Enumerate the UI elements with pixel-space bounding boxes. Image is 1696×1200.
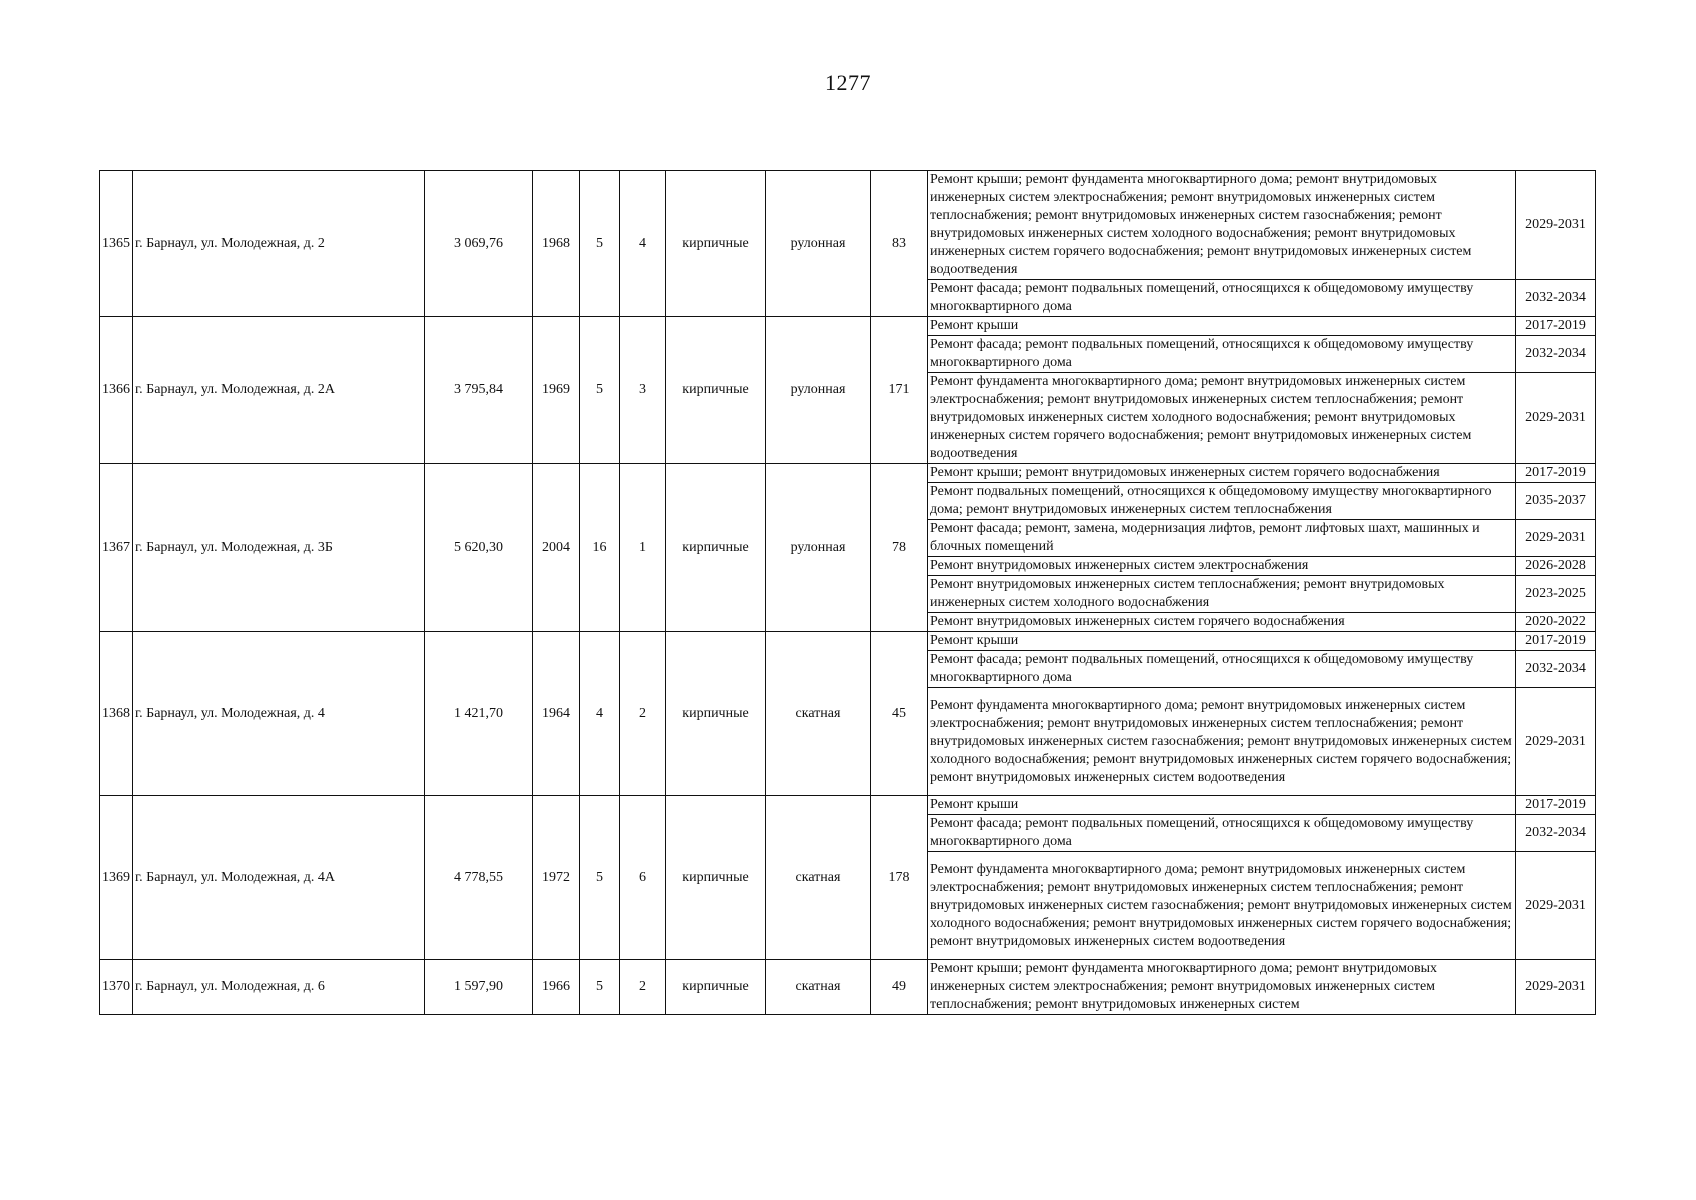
work-description-cell: Ремонт крыши: [928, 317, 1516, 336]
work-description-cell: Ремонт фасада; ремонт подвальных помещений, относящихся к общедомовому имуществу многоквартирного дома: [928, 651, 1516, 688]
work-description-cell: Ремонт внутридомовых инженерных систем горячего водоснабжения: [928, 613, 1516, 632]
residents-cell: 45: [871, 632, 928, 796]
wall-material-cell: кирпичные: [666, 317, 766, 464]
work-description-cell: Ремонт крыши: [928, 632, 1516, 651]
area-cell: 3 069,76: [425, 171, 533, 317]
repair-period-cell: 2017-2019: [1516, 464, 1596, 483]
work-description-cell: Ремонт фундамента многоквартирного дома; ремонт внутридомовых инженерных систем электроснабжения; ремонт внутридомовых инженерных систем теплоснабжения; ремонт внутридомовых инженерных систем газоснабжения; ремонт внутридомовых инженерных систем холодного водоснабжения; ремонт внутридомовых инженерных систем горячего водоснабжения; ремонт внутридомовых инженерных систем водоотведения: [928, 852, 1516, 960]
work-description-cell: Ремонт крыши; ремонт фундамента многоквартирного дома; ремонт внутридомовых инженерных систем электроснабжения; ремонт внутридомовых инженерных систем теплоснабжения; ремонт внутридомовых инженерных систем газоснабжения; ремонт внутридомовых инженерных систем холодного водоснабжения; ремонт внутридомовых инженерных систем горячего водоснабжения; ремонт внутридомовых инженерных систем водоотведения: [928, 171, 1516, 280]
repair-period-cell: 2032-2034: [1516, 651, 1596, 688]
residents-cell: 178: [871, 796, 928, 960]
entrances-cell: 2: [620, 632, 666, 796]
residents-cell: 83: [871, 171, 928, 317]
table-body: [100, 171, 1596, 1015]
table-row: [100, 632, 1596, 651]
repair-period-cell: 2029-2031: [1516, 520, 1596, 557]
address-cell: г. Барнаул, ул. Молодежная, д. 4: [133, 632, 425, 796]
work-description-cell: Ремонт фундамента многоквартирного дома; ремонт внутридомовых инженерных систем электроснабжения; ремонт внутридомовых инженерных систем теплоснабжения; ремонт внутридомовых инженерных систем газоснабжения; ремонт внутридомовых инженерных систем холодного водоснабжения; ремонт внутридомовых инженерных систем горячего водоснабжения; ремонт внутридомовых инженерных систем водоотведения: [928, 688, 1516, 796]
row-number-cell: 1365: [100, 171, 133, 317]
wall-material-cell: кирпичные: [666, 632, 766, 796]
row-number-cell: 1370: [100, 960, 133, 1015]
wall-material-cell: кирпичные: [666, 171, 766, 317]
row-number-cell: 1368: [100, 632, 133, 796]
repair-period-cell: 2029-2031: [1516, 373, 1596, 464]
floors-cell: 5: [580, 317, 620, 464]
work-description-cell: Ремонт фасада; ремонт подвальных помещений, относящихся к общедомовому имуществу многоквартирного дома: [928, 280, 1516, 317]
row-number-cell: 1367: [100, 464, 133, 632]
address-cell: г. Барнаул, ул. Молодежная, д. 6: [133, 960, 425, 1015]
work-description-cell: Ремонт фасада; ремонт подвальных помещений, относящихся к общедомовому имуществу многоквартирного дома: [928, 815, 1516, 852]
floors-cell: 5: [580, 171, 620, 317]
address-cell: г. Барнаул, ул. Молодежная, д. 2: [133, 171, 425, 317]
work-description-cell: Ремонт фундамента многоквартирного дома; ремонт внутридомовых инженерных систем электроснабжения; ремонт внутридомовых инженерных систем теплоснабжения; ремонт внутридомовых инженерных систем холодного водоснабжения; ремонт внутридомовых инженерных систем горячего водоснабжения; ремонт внутридомовых инженерных систем водоотведения: [928, 373, 1516, 464]
floors-cell: 4: [580, 632, 620, 796]
floors-cell: 16: [580, 464, 620, 632]
year-built-cell: 1966: [533, 960, 580, 1015]
row-number-cell: 1366: [100, 317, 133, 464]
work-description-cell: Ремонт подвальных помещений, относящихся к общедомовому имуществу многоквартирного дома; ремонт внутридомовых инженерных систем теплоснабжения: [928, 483, 1516, 520]
residents-cell: 171: [871, 317, 928, 464]
entrances-cell: 3: [620, 317, 666, 464]
area-cell: 5 620,30: [425, 464, 533, 632]
address-cell: г. Барнаул, ул. Молодежная, д. 3Б: [133, 464, 425, 632]
repair-period-cell: 2026-2028: [1516, 557, 1596, 576]
row-number-cell: 1369: [100, 796, 133, 960]
wall-material-cell: кирпичные: [666, 796, 766, 960]
roof-type-cell: скатная: [766, 632, 871, 796]
area-cell: 1 421,70: [425, 632, 533, 796]
work-description-cell: Ремонт внутридомовых инженерных систем теплоснабжения; ремонт внутридомовых инженерных систем холодного водоснабжения: [928, 576, 1516, 613]
area-cell: 1 597,90: [425, 960, 533, 1015]
year-built-cell: 1969: [533, 317, 580, 464]
roof-type-cell: скатная: [766, 796, 871, 960]
address-cell: г. Барнаул, ул. Молодежная, д. 2А: [133, 317, 425, 464]
work-description-cell: Ремонт крыши; ремонт внутридомовых инженерных систем горячего водоснабжения: [928, 464, 1516, 483]
work-description-cell: Ремонт фасада; ремонт, замена, модернизация лифтов, ремонт лифтовых шахт, машинных и блочных помещений: [928, 520, 1516, 557]
wall-material-cell: кирпичные: [666, 960, 766, 1015]
year-built-cell: 1972: [533, 796, 580, 960]
table-row: [100, 960, 1596, 1015]
table-row: [100, 796, 1596, 815]
repair-period-cell: 2017-2019: [1516, 632, 1596, 651]
area-cell: 4 778,55: [425, 796, 533, 960]
entrances-cell: 1: [620, 464, 666, 632]
table-row: [100, 171, 1596, 280]
repair-period-cell: 2020-2022: [1516, 613, 1596, 632]
floors-cell: 5: [580, 960, 620, 1015]
area-cell: 3 795,84: [425, 317, 533, 464]
residents-cell: 49: [871, 960, 928, 1015]
repair-period-cell: 2029-2031: [1516, 960, 1596, 1015]
residents-cell: 78: [871, 464, 928, 632]
repair-period-cell: 2032-2034: [1516, 815, 1596, 852]
work-description-cell: Ремонт крыши; ремонт фундамента многоквартирного дома; ремонт внутридомовых инженерных систем электроснабжения; ремонт внутридомовых инженерных систем теплоснабжения; ремонт внутридомовых инженерных систем: [928, 960, 1516, 1015]
work-description-cell: Ремонт внутридомовых инженерных систем электроснабжения: [928, 557, 1516, 576]
year-built-cell: 1968: [533, 171, 580, 317]
address-cell: г. Барнаул, ул. Молодежная, д. 4А: [133, 796, 425, 960]
repair-period-cell: 2023-2025: [1516, 576, 1596, 613]
entrances-cell: 2: [620, 960, 666, 1015]
year-built-cell: 1964: [533, 632, 580, 796]
table-row: [100, 317, 1596, 336]
roof-type-cell: рулонная: [766, 464, 871, 632]
year-built-cell: 2004: [533, 464, 580, 632]
repair-period-cell: 2029-2031: [1516, 171, 1596, 280]
repair-period-cell: 2017-2019: [1516, 317, 1596, 336]
work-description-cell: Ремонт крыши: [928, 796, 1516, 815]
work-description-cell: Ремонт фасада; ремонт подвальных помещений, относящихся к общедомовому имуществу многоквартирного дома: [928, 336, 1516, 373]
repair-period-cell: 2032-2034: [1516, 336, 1596, 373]
housing-repair-table: [99, 170, 1596, 1015]
table-row: [100, 464, 1596, 483]
page-number: 1277: [825, 70, 871, 95]
repair-period-cell: 2035-2037: [1516, 483, 1596, 520]
roof-type-cell: скатная: [766, 960, 871, 1015]
roof-type-cell: рулонная: [766, 171, 871, 317]
roof-type-cell: рулонная: [766, 317, 871, 464]
repair-period-cell: 2029-2031: [1516, 852, 1596, 960]
repair-period-cell: 2017-2019: [1516, 796, 1596, 815]
entrances-cell: 4: [620, 171, 666, 317]
repair-period-cell: 2029-2031: [1516, 688, 1596, 796]
entrances-cell: 6: [620, 796, 666, 960]
repair-period-cell: 2032-2034: [1516, 280, 1596, 317]
floors-cell: 5: [580, 796, 620, 960]
wall-material-cell: кирпичные: [666, 464, 766, 632]
